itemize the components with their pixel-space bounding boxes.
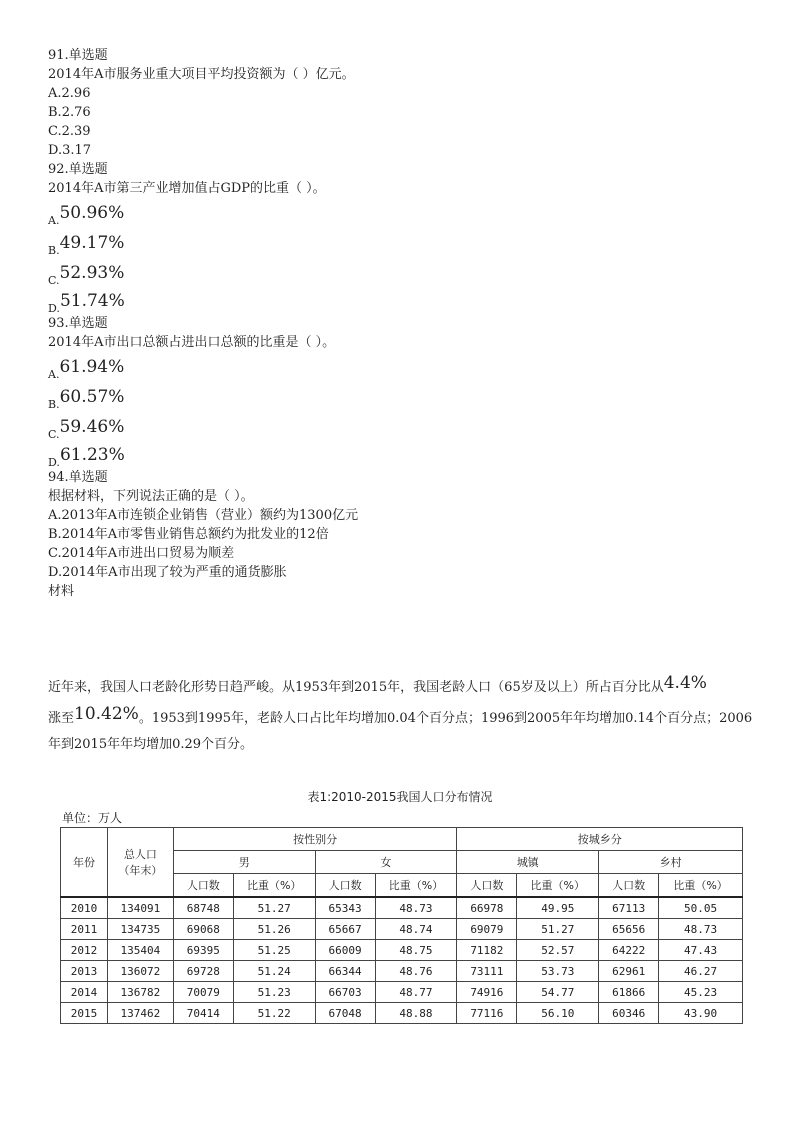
question-stem: 2014年A市出口总额占进出口总额的比重是（ ）。 bbox=[48, 335, 336, 350]
cell-urban-share: 51.27 bbox=[517, 919, 599, 940]
table-row bbox=[61, 919, 743, 940]
cell-total: 134735 bbox=[107, 919, 173, 940]
material-text-3: 。1953到1995年，老龄人口占比年均增加0.04个百分点；1996到2005年年均增加0.14个百分点；2006年到2015年年均增加0.29个百分。 bbox=[48, 711, 753, 752]
material-text-1: 近年来，我国人口老龄化形势日趋严峻。从1953年到2015年，我国老龄人口（65岁及以上）所占百分比从 bbox=[48, 680, 664, 695]
cell-female-count: 66344 bbox=[315, 961, 375, 982]
header-total: 总人口 （年末） bbox=[107, 828, 173, 898]
cell-urban-share: 53.73 bbox=[517, 961, 599, 982]
header-count: 人口数 bbox=[599, 874, 659, 898]
material-percent-2: 10.42% bbox=[74, 704, 139, 724]
cell-total: 136782 bbox=[107, 982, 173, 1003]
cell-female-share: 48.75 bbox=[375, 940, 457, 961]
cell-female-share: 48.73 bbox=[375, 897, 457, 919]
table-row bbox=[61, 1003, 743, 1024]
cell-urban-share: 56.10 bbox=[517, 1003, 599, 1024]
cell-urban-share: 52.57 bbox=[517, 940, 599, 961]
cell-female-share: 48.88 bbox=[375, 1003, 457, 1024]
option-d[interactable]: $_{D.}$51.74% bbox=[48, 291, 125, 315]
option-b[interactable]: B.2014年A市零售业销售总额约为批发业的12倍 bbox=[48, 527, 329, 542]
cell-female-share: 48.77 bbox=[375, 982, 457, 1003]
material-paragraph bbox=[48, 670, 760, 758]
cell-female-count: 66009 bbox=[315, 940, 375, 961]
cell-female-count: 65667 bbox=[315, 919, 375, 940]
cell-rural-count: 65656 bbox=[599, 919, 659, 940]
cell-total: 137462 bbox=[107, 1003, 173, 1024]
cell-male-share: 51.22 bbox=[233, 1003, 315, 1024]
cell-rural-share: 47.43 bbox=[659, 940, 743, 961]
header-by-gender: 按性别分 bbox=[173, 828, 457, 851]
cell-male-share: 51.24 bbox=[233, 961, 315, 982]
table-row bbox=[61, 961, 743, 982]
table-title: 表1:2010-2015我国人口分布情况 bbox=[307, 790, 493, 804]
header-female: 女 bbox=[315, 851, 457, 874]
header-share: 比重（%） bbox=[233, 874, 315, 898]
material-heading: 材料 bbox=[48, 584, 75, 599]
cell-total: 135404 bbox=[107, 940, 173, 961]
cell-male-count: 69068 bbox=[173, 919, 233, 940]
material-text-2: 涨至 bbox=[48, 711, 75, 726]
cell-male-count: 69728 bbox=[173, 961, 233, 982]
option-a[interactable]: A.2.96 bbox=[48, 86, 91, 101]
cell-male-share: 51.25 bbox=[233, 940, 315, 961]
question-stem: 根据材料，下列说法正确的是（ ）。 bbox=[48, 489, 254, 504]
header-count: 人口数 bbox=[173, 874, 233, 898]
header-share: 比重（%） bbox=[517, 874, 599, 898]
cell-total: 136072 bbox=[107, 961, 173, 982]
option-c[interactable]: $_{C.}$52.93% bbox=[48, 263, 125, 287]
question-header: 93.单选题 bbox=[48, 316, 108, 331]
table-row bbox=[61, 982, 743, 1003]
option-c[interactable]: $_{C.}$59.46% bbox=[48, 417, 125, 441]
cell-rural-count: 67113 bbox=[599, 897, 659, 919]
cell-rural-count: 64222 bbox=[599, 940, 659, 961]
option-b[interactable]: B.2.76 bbox=[48, 105, 91, 120]
cell-rural-share: 45.23 bbox=[659, 982, 743, 1003]
header-by-area: 按城乡分 bbox=[457, 828, 743, 851]
cell-rural-count: 60346 bbox=[599, 1003, 659, 1024]
cell-male-count: 68748 bbox=[173, 897, 233, 919]
cell-year: 2013 bbox=[61, 961, 108, 982]
cell-year: 2014 bbox=[61, 982, 108, 1003]
cell-female-count: 66703 bbox=[315, 982, 375, 1003]
table-row bbox=[61, 940, 743, 961]
cell-rural-share: 50.05 bbox=[659, 897, 743, 919]
cell-female-count: 67048 bbox=[315, 1003, 375, 1024]
header-year: 年份 bbox=[61, 828, 108, 898]
cell-urban-share: 49.95 bbox=[517, 897, 599, 919]
question-header: 91.单选题 bbox=[48, 48, 108, 63]
option-d[interactable]: D.3.17 bbox=[48, 143, 92, 158]
cell-female-share: 48.74 bbox=[375, 919, 457, 940]
cell-urban-count: 71182 bbox=[457, 940, 517, 961]
cell-male-count: 70079 bbox=[173, 982, 233, 1003]
table-unit: 单位：万人 bbox=[62, 811, 123, 825]
option-d[interactable]: $_{D.}$61.23% bbox=[48, 445, 125, 469]
cell-rural-count: 61866 bbox=[599, 982, 659, 1003]
option-a[interactable]: A.2013年A市连锁企业销售（营业）额约为1300亿元 bbox=[48, 508, 359, 523]
cell-male-share: 51.26 bbox=[233, 919, 315, 940]
option-c[interactable]: C.2.39 bbox=[48, 124, 91, 139]
cell-urban-count: 73111 bbox=[457, 961, 517, 982]
cell-urban-count: 66978 bbox=[457, 897, 517, 919]
header-count: 人口数 bbox=[457, 874, 517, 898]
question-list bbox=[48, 46, 768, 601]
population-table bbox=[60, 827, 743, 1024]
question-stem: 2014年A市第三产业增加值占GDP的比重（ ）。 bbox=[48, 181, 326, 196]
cell-rural-share: 46.27 bbox=[659, 961, 743, 982]
cell-female-share: 48.76 bbox=[375, 961, 457, 982]
header-male: 男 bbox=[173, 851, 315, 874]
cell-total: 134091 bbox=[107, 897, 173, 919]
cell-rural-share: 48.73 bbox=[659, 919, 743, 940]
option-a[interactable]: $_{A.}$61.94% bbox=[48, 357, 125, 381]
header-urban: 城镇 bbox=[457, 851, 599, 874]
table-row bbox=[61, 897, 743, 919]
option-c[interactable]: C.2014年A市进出口贸易为顺差 bbox=[48, 546, 235, 561]
material-percent-1: 4.4% bbox=[663, 673, 707, 693]
question-header: 92.单选题 bbox=[48, 162, 108, 177]
option-b[interactable]: $_{B.}$60.57% bbox=[48, 387, 125, 411]
cell-urban-count: 69079 bbox=[457, 919, 517, 940]
cell-female-count: 65343 bbox=[315, 897, 375, 919]
cell-urban-count: 77116 bbox=[457, 1003, 517, 1024]
question-stem: 2014年A市服务业重大项目平均投资额为（ ）亿元。 bbox=[48, 67, 355, 82]
cell-year: 2012 bbox=[61, 940, 108, 961]
cell-urban-count: 74916 bbox=[457, 982, 517, 1003]
header-share: 比重（%） bbox=[659, 874, 743, 898]
cell-male-count: 69395 bbox=[173, 940, 233, 961]
header-rural: 乡村 bbox=[599, 851, 743, 874]
option-b[interactable]: $_{B.}$49.17% bbox=[48, 233, 125, 257]
cell-rural-count: 62961 bbox=[599, 961, 659, 982]
cell-male-count: 70414 bbox=[173, 1003, 233, 1024]
cell-rural-share: 43.90 bbox=[659, 1003, 743, 1024]
cell-year: 2011 bbox=[61, 919, 108, 940]
header-share: 比重（%） bbox=[375, 874, 457, 898]
option-a[interactable]: $_{A.}$50.96% bbox=[48, 203, 125, 227]
cell-year: 2010 bbox=[61, 897, 108, 919]
cell-urban-share: 54.77 bbox=[517, 982, 599, 1003]
cell-male-share: 51.23 bbox=[233, 982, 315, 1003]
question-header: 94.单选题 bbox=[48, 470, 108, 485]
cell-male-share: 51.27 bbox=[233, 897, 315, 919]
cell-year: 2015 bbox=[61, 1003, 108, 1024]
header-count: 人口数 bbox=[315, 874, 375, 898]
option-d[interactable]: D.2014年A市出现了较为严重的通货膨胀 bbox=[48, 565, 287, 580]
